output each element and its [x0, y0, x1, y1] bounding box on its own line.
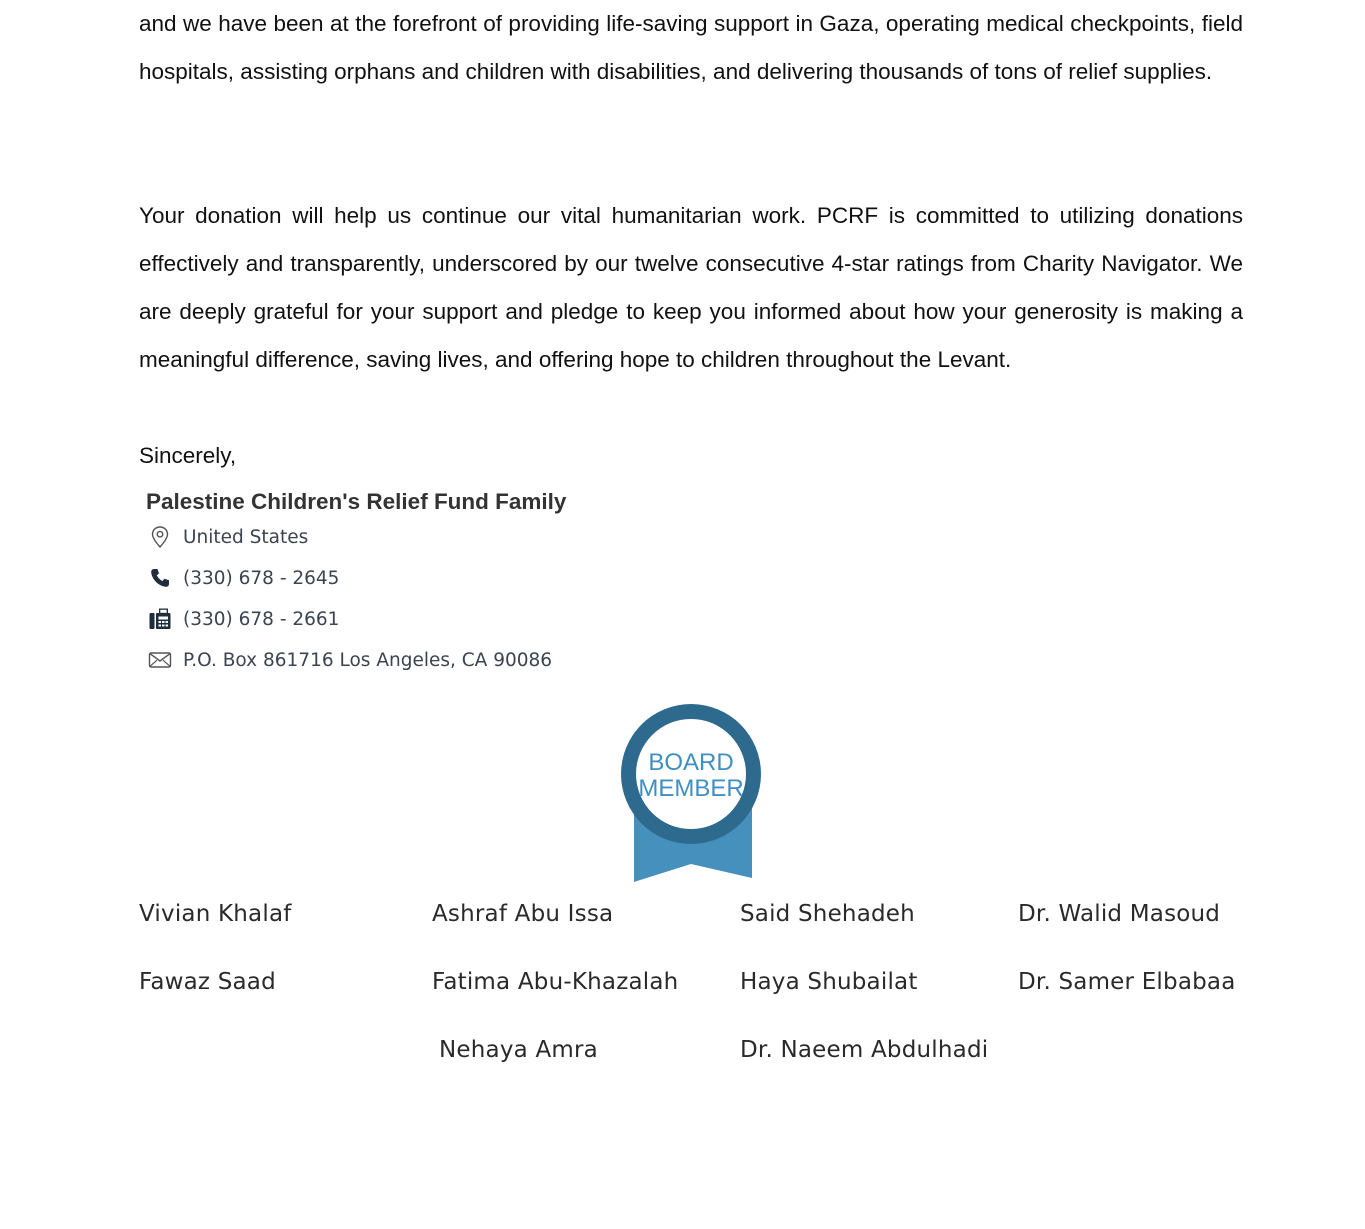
board-member-name: Dr. Walid Masoud — [1018, 901, 1221, 927]
contact-fax — [148, 605, 339, 633]
location-pin-icon — [148, 525, 172, 549]
badge-line-1: BOARD — [648, 749, 734, 776]
letter-closing: Sincerely, — [139, 443, 237, 468]
phone-number[interactable]: (330) 678 - 2645 — [183, 567, 340, 589]
board-member-name: Vivian Khalaf — [139, 901, 292, 927]
letter-paragraph-1: and we have been at the forefront of providing life-saving support in Gaza, operating medical checkpoints, field hospitals, assisting orphans and children with disabilities, and delivering thousands of tons of relief supplies. — [139, 11, 1243, 84]
board-member-name: Dr. Samer Elbabaa — [1018, 969, 1236, 995]
board-member-badge — [618, 702, 764, 884]
contact-address — [148, 646, 552, 674]
board-member-name: Haya Shubailat — [740, 969, 918, 995]
fax-number: (330) 678 - 2661 — [183, 608, 340, 630]
board-member-name: Nehaya Amra — [439, 1037, 598, 1063]
board-member-name: Fatima Abu-Khazalah — [432, 969, 679, 995]
board-member-name: Dr. Naeem Abdulhadi — [740, 1037, 989, 1063]
phone-icon — [148, 566, 172, 590]
board-member-name: Said Shehadeh — [740, 901, 915, 927]
contact-location — [148, 523, 308, 551]
board-member-name: Ashraf Abu Issa — [432, 901, 614, 927]
organization-name: Palestine Children's Relief Fund Family — [146, 489, 567, 514]
badge-line-2: MEMBER — [638, 775, 744, 802]
fax-icon — [148, 607, 172, 631]
contact-phone — [148, 564, 339, 592]
envelope-icon — [148, 648, 172, 672]
location-text: United States — [183, 526, 309, 548]
board-member-name: Fawaz Saad — [139, 969, 276, 995]
mailing-address: P.O. Box 861716 Los Angeles, CA 90086 — [183, 649, 553, 671]
letter-paragraph-2: Your donation will help us continue our vital humanitarian work. PCRF is committed to utilizing donations effectively and transparently, underscored by our twelve consecutive 4-star ratings from Charity Navigator. We are deeply grateful for your support and pledge to keep you informed about how your generosity is making a meaningful difference, saving lives, and offering hope to children throughout the Levant. — [139, 203, 1243, 372]
